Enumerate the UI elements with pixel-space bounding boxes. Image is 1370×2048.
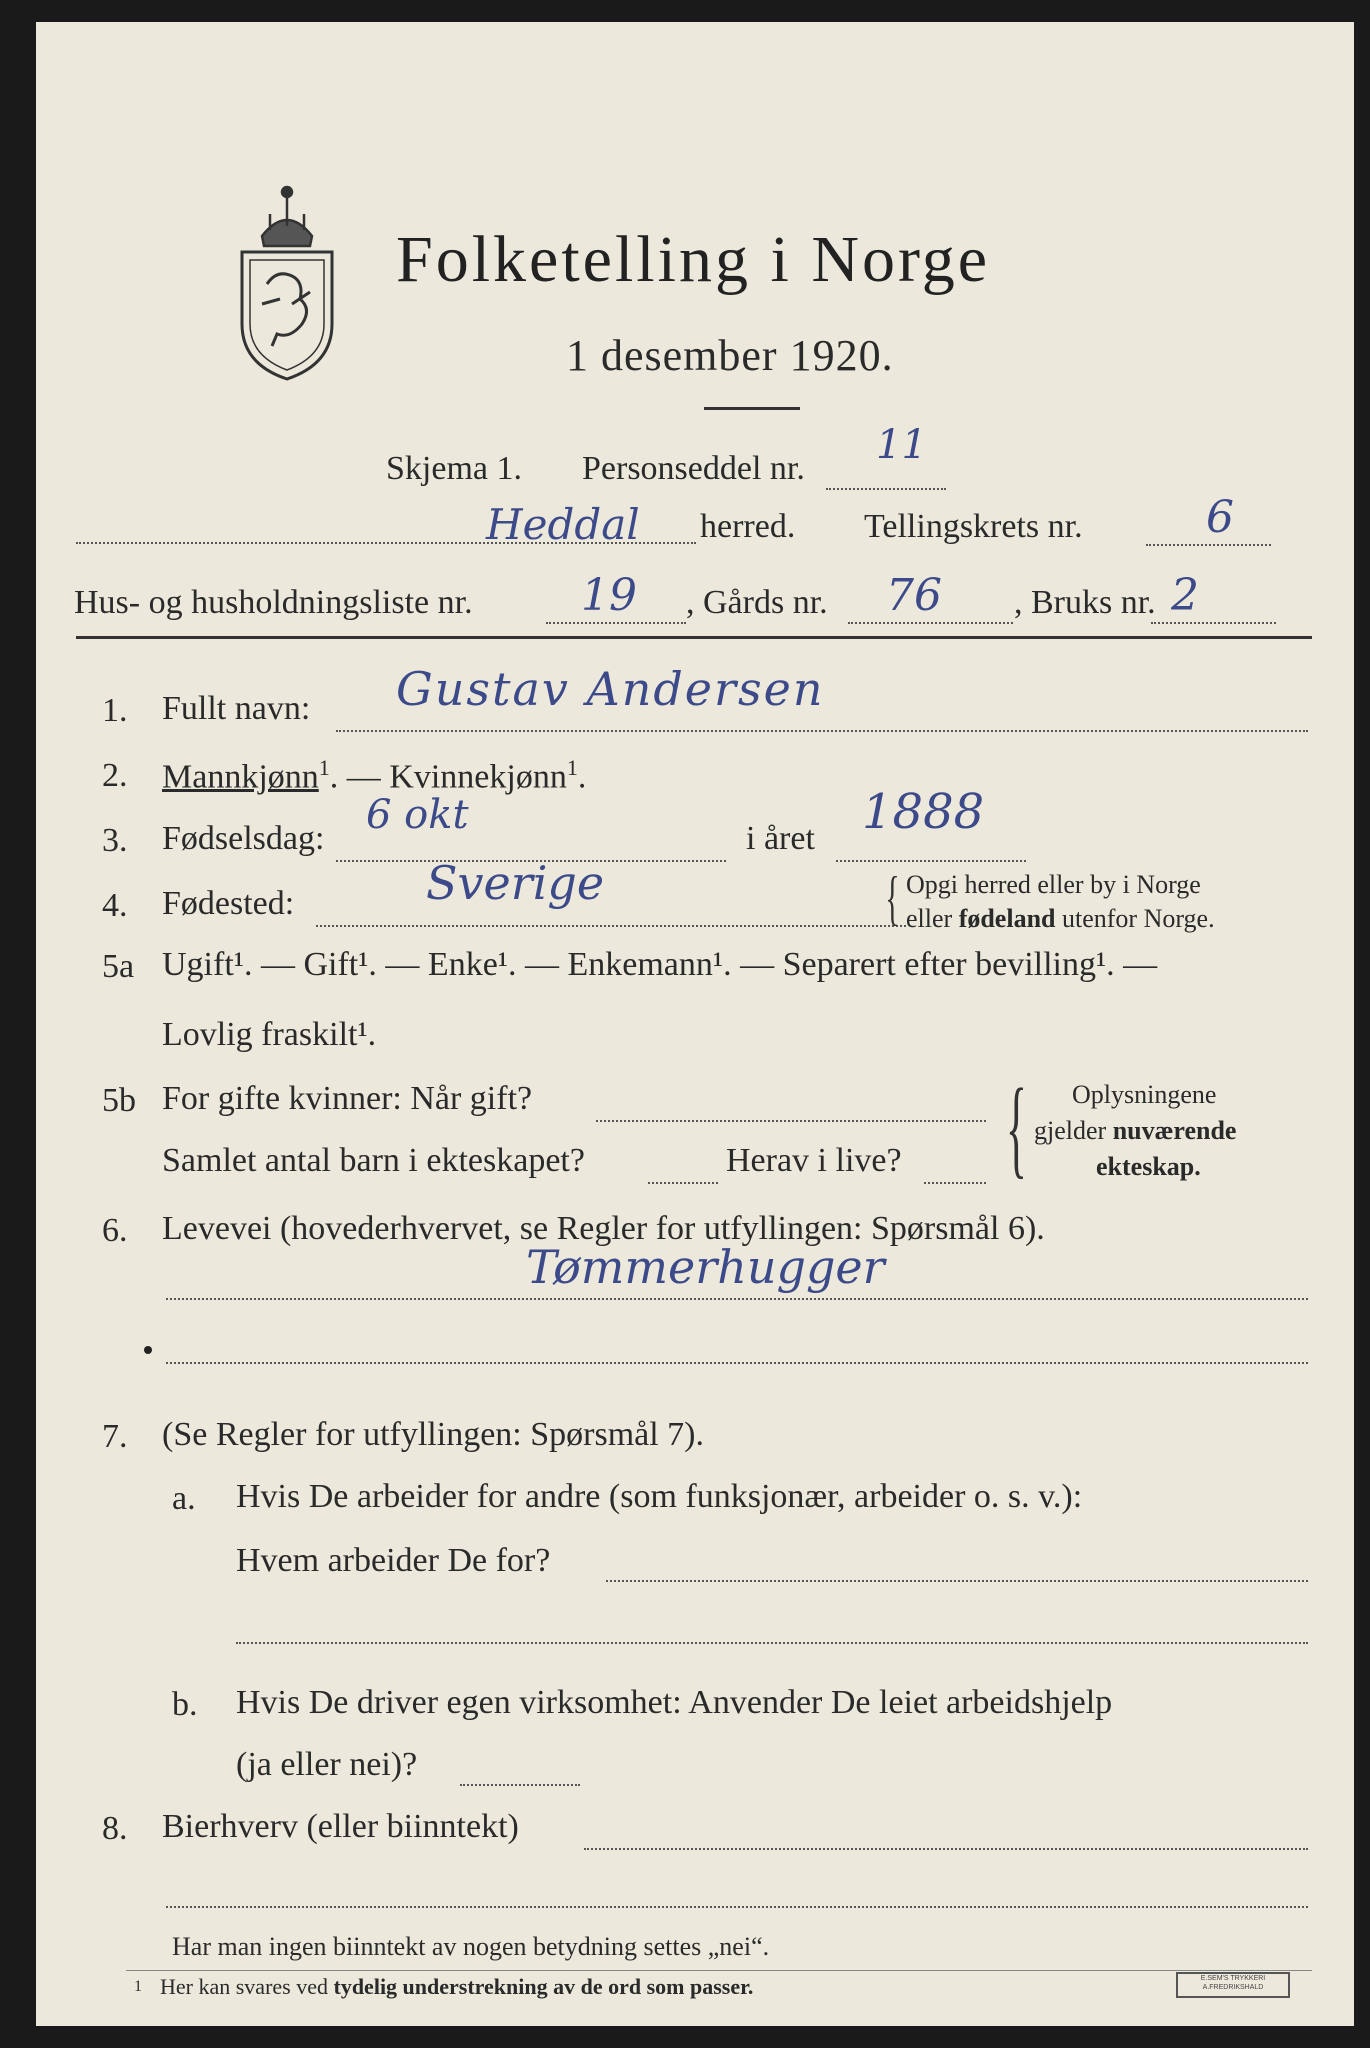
birthplace-note-2: eller fødeland utenfor Norge. <box>906 904 1215 933</box>
children-alive-line <box>924 1182 986 1184</box>
printer-stamp: E.SEM'S TRYKKERI A.FREDRIKSHALD <box>1176 1972 1290 1998</box>
q7a-question: Hvis De arbeider for andre (som funksjonær, arbeider o. s. v.): <box>236 1478 1083 1515</box>
children-alive-label: Herav i live? <box>726 1142 902 1179</box>
full-name-value[interactable]: Gustav Andersen <box>396 662 825 716</box>
q5b-number: 5b <box>102 1082 136 1119</box>
q3-label: Fødselsdag: <box>162 820 325 857</box>
q1-label: Fullt navn: <box>162 690 311 727</box>
marriage-note-3: ekteskap. <box>1096 1152 1201 1181</box>
gards-line <box>848 622 1013 624</box>
bruks-line <box>1151 622 1276 624</box>
occupation-value[interactable]: Tømmerhugger <box>526 1240 885 1294</box>
q7-number: 7. <box>102 1418 128 1455</box>
q4-label: Fødested: <box>162 885 295 922</box>
q2-number: 2. <box>102 757 128 794</box>
birthyear-value[interactable]: 1888 <box>862 784 985 840</box>
q5b-brace: { <box>1005 1066 1027 1188</box>
personseddel-label: Personseddel nr. <box>582 450 805 487</box>
form-title: Folketelling i Norge <box>396 223 991 296</box>
title-divider <box>704 407 800 410</box>
q7a-letter: a. <box>172 1480 196 1517</box>
hus-label: Hus- og husholdningsliste nr. <box>74 584 473 621</box>
gender-male-option[interactable]: Mannkjønn <box>162 758 319 796</box>
bullet-mark <box>144 1346 152 1354</box>
children-total-line <box>648 1182 718 1184</box>
q1-line <box>336 730 1308 732</box>
q1-number: 1. <box>102 692 128 729</box>
q3-number: 3. <box>102 822 128 859</box>
employer-line-1 <box>606 1580 1308 1582</box>
header-separator <box>76 636 1312 639</box>
gender-options: Mannkjønn$^1$. — Kvinnekjønn$^1$. <box>162 755 587 796</box>
personseddel-value[interactable]: 11 <box>876 422 927 468</box>
occupation-label: Levevei (hovederhvervet, se Regler for utfyllingen: Spørsmål 6). <box>162 1210 1045 1247</box>
norwegian-coat-of-arms-icon <box>232 174 342 384</box>
q5a-number: 5a <box>102 948 135 985</box>
marriage-note-2: gjelder nuværende <box>1034 1116 1237 1145</box>
footnote-text: Her kan svares ved tydelig understrekning av de ord som passer. <box>160 1974 754 1999</box>
q8-number: 8. <box>102 1810 128 1847</box>
birthdate-value[interactable]: 6 okt <box>366 792 469 838</box>
tellingskrets-value[interactable]: 6 <box>1206 492 1234 543</box>
q7-label: (Se Regler for utfyllingen: Spørsmål 7). <box>162 1416 705 1453</box>
personseddel-line <box>826 488 946 490</box>
birthplace-line <box>316 925 906 927</box>
occupation-line-1 <box>166 1298 1308 1300</box>
birthplace-note-1: Opgi herred eller by i Norge <box>906 870 1201 899</box>
hired-help-line <box>460 1784 580 1786</box>
employer-line-2 <box>236 1642 1308 1644</box>
occupation-line-2 <box>166 1362 1308 1364</box>
hired-help-label: (ja eller nei)? <box>236 1746 418 1783</box>
census-date: 1 desember 1920. <box>566 331 894 380</box>
gards-label: , Gårds nr. <box>686 584 828 621</box>
skjema-label: Skjema 1. <box>386 450 522 487</box>
q6-number: 6. <box>102 1212 128 1249</box>
gards-value[interactable]: 76 <box>886 570 942 621</box>
q7b-letter: b. <box>172 1686 198 1723</box>
side-income-line-2 <box>166 1906 1308 1908</box>
bruks-value[interactable]: 2 <box>1171 570 1199 621</box>
year-label: i året <box>746 820 815 857</box>
footnote-divider <box>126 1970 1312 1971</box>
marital-status-divorced[interactable]: Lovlig fraskilt¹. <box>162 1016 377 1053</box>
birthplace-value[interactable]: Sverige <box>426 856 605 910</box>
q4-number: 4. <box>102 887 128 924</box>
bruks-label: , Bruks nr. <box>1014 584 1156 621</box>
tellingskrets-line <box>1146 544 1271 546</box>
q4-brace: { <box>885 865 900 931</box>
marital-status-options[interactable]: Ugift¹. — Gift¹. — Enke¹. — Enkemann¹. — Separert efter bevilling¹. — <box>162 946 1158 983</box>
side-income-line-1 <box>584 1848 1308 1850</box>
herred-label: herred. <box>700 508 796 545</box>
married-when-line <box>596 1120 986 1122</box>
hus-line <box>546 622 686 624</box>
census-form-page <box>36 22 1354 2026</box>
herred-value[interactable]: Heddal <box>486 500 640 549</box>
married-when-label: For gifte kvinner: Når gift? <box>162 1080 533 1117</box>
footnote-mark: 1 <box>134 1978 142 1995</box>
q7b-question: Hvis De driver egen virksomhet: Anvender De leiet arbeidshjelp <box>236 1684 1113 1721</box>
employer-label: Hvem arbeider De for? <box>236 1542 551 1579</box>
children-total-label: Samlet antal barn i ekteskapet? <box>162 1142 585 1179</box>
birthyear-line <box>836 860 1026 862</box>
income-note: Har man ingen biinntekt av nogen betydning settes „nei“. <box>172 1932 770 1961</box>
gender-female-option[interactable]: Kvinnekjønn <box>389 758 567 796</box>
marriage-note-1: Oplysningene <box>1072 1080 1217 1109</box>
side-income-label: Bierhverv (eller biinntekt) <box>162 1808 519 1845</box>
hus-value[interactable]: 19 <box>581 570 637 621</box>
tellingskrets-label: Tellingskrets nr. <box>864 508 1083 545</box>
